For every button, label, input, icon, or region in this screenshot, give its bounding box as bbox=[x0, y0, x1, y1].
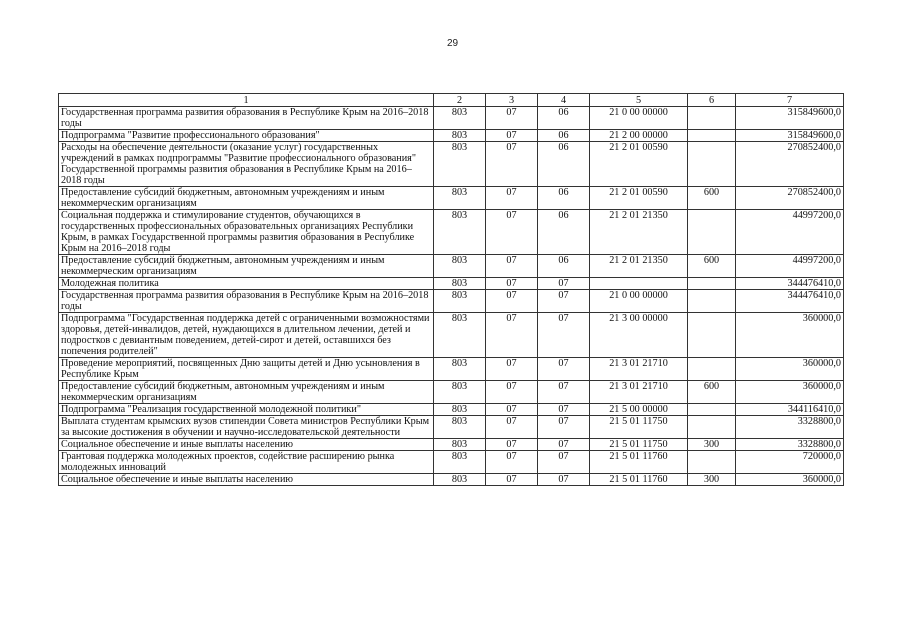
row-subsection-cell: 07 bbox=[538, 439, 590, 451]
row-amount-cell: 344116410,0 bbox=[736, 404, 844, 416]
row-section-cell: 07 bbox=[486, 130, 538, 142]
row-target-article-cell bbox=[590, 278, 688, 290]
column-header: 7 bbox=[736, 94, 844, 107]
row-amount-cell: 360000,0 bbox=[736, 358, 844, 381]
row-code-cell: 803 bbox=[434, 210, 486, 255]
row-code-cell: 803 bbox=[434, 474, 486, 486]
row-code-cell: 803 bbox=[434, 107, 486, 130]
table-row bbox=[59, 313, 844, 358]
table-row bbox=[59, 210, 844, 255]
row-target-article-cell: 21 2 01 21350 bbox=[590, 255, 688, 278]
row-code-cell: 803 bbox=[434, 416, 486, 439]
row-section-cell: 07 bbox=[486, 404, 538, 416]
table-row bbox=[59, 404, 844, 416]
row-subsection-cell: 06 bbox=[538, 107, 590, 130]
table-row bbox=[59, 439, 844, 451]
row-amount-cell: 360000,0 bbox=[736, 381, 844, 404]
row-subsection-cell: 06 bbox=[538, 130, 590, 142]
row-expense-type-cell: 600 bbox=[688, 255, 736, 278]
row-target-article-cell: 21 3 01 21710 bbox=[590, 358, 688, 381]
row-name-cell: Социальное обеспечение и иные выплаты населению bbox=[59, 439, 434, 451]
row-section-cell: 07 bbox=[486, 187, 538, 210]
row-section-cell: 07 bbox=[486, 474, 538, 486]
row-subsection-cell: 07 bbox=[538, 278, 590, 290]
row-expense-type-cell bbox=[688, 290, 736, 313]
row-subsection-cell: 07 bbox=[538, 290, 590, 313]
row-amount-cell: 344476410,0 bbox=[736, 278, 844, 290]
row-target-article-cell: 21 5 01 11750 bbox=[590, 416, 688, 439]
row-amount-cell: 315849600,0 bbox=[736, 130, 844, 142]
row-name-cell: Государственная программа развития образования в Республике Крым на 2016–2018 годы bbox=[59, 107, 434, 130]
table-row bbox=[59, 451, 844, 474]
row-expense-type-cell bbox=[688, 451, 736, 474]
row-name-cell: Государственная программа развития образования в Республике Крым на 2016–2018 годы bbox=[59, 290, 434, 313]
row-code-cell: 803 bbox=[434, 130, 486, 142]
row-code-cell: 803 bbox=[434, 439, 486, 451]
row-code-cell: 803 bbox=[434, 404, 486, 416]
table-row bbox=[59, 381, 844, 404]
table-body bbox=[59, 107, 844, 486]
row-target-article-cell: 21 5 00 00000 bbox=[590, 404, 688, 416]
row-expense-type-cell bbox=[688, 142, 736, 187]
row-target-article-cell: 21 2 00 00000 bbox=[590, 130, 688, 142]
row-code-cell: 803 bbox=[434, 358, 486, 381]
table-row bbox=[59, 474, 844, 486]
row-code-cell: 803 bbox=[434, 278, 486, 290]
row-name-cell: Подпрограмма "Развитие профессионального образования" bbox=[59, 130, 434, 142]
row-section-cell: 07 bbox=[486, 416, 538, 439]
table-row bbox=[59, 130, 844, 142]
row-name-cell: Предоставление субсидий бюджетным, автономным учреждениям и иным некоммерческим организациям bbox=[59, 255, 434, 278]
row-section-cell: 07 bbox=[486, 278, 538, 290]
row-amount-cell: 360000,0 bbox=[736, 313, 844, 358]
row-target-article-cell: 21 0 00 00000 bbox=[590, 290, 688, 313]
row-expense-type-cell bbox=[688, 278, 736, 290]
row-amount-cell: 44997200,0 bbox=[736, 255, 844, 278]
table-row bbox=[59, 255, 844, 278]
row-subsection-cell: 06 bbox=[538, 187, 590, 210]
row-subsection-cell: 07 bbox=[538, 313, 590, 358]
row-amount-cell: 315849600,0 bbox=[736, 107, 844, 130]
row-target-article-cell: 21 5 01 11760 bbox=[590, 451, 688, 474]
row-target-article-cell: 21 2 01 21350 bbox=[590, 210, 688, 255]
column-header: 6 bbox=[688, 94, 736, 107]
row-amount-cell: 270852400,0 bbox=[736, 187, 844, 210]
row-amount-cell: 3328800,0 bbox=[736, 439, 844, 451]
row-subsection-cell: 07 bbox=[538, 474, 590, 486]
row-name-cell: Подпрограмма "Реализация государственной молодежной политики" bbox=[59, 404, 434, 416]
row-subsection-cell: 06 bbox=[538, 210, 590, 255]
row-name-cell: Расходы на обеспечение деятельности (оказание услуг) государственных учреждений в рамках подпрограммы "Развитие профессионального образования" Государственной программы развития образования в Республике Крым на 2016–2018 годы bbox=[59, 142, 434, 187]
row-expense-type-cell bbox=[688, 130, 736, 142]
row-section-cell: 07 bbox=[486, 255, 538, 278]
row-section-cell: 07 bbox=[486, 290, 538, 313]
row-subsection-cell: 07 bbox=[538, 451, 590, 474]
table-row bbox=[59, 187, 844, 210]
column-header: 3 bbox=[486, 94, 538, 107]
row-name-cell: Молодежная политика bbox=[59, 278, 434, 290]
row-section-cell: 07 bbox=[486, 313, 538, 358]
row-name-cell: Предоставление субсидий бюджетным, автономным учреждениям и иным некоммерческим организациям bbox=[59, 381, 434, 404]
row-name-cell: Проведение мероприятий, посвященных Дню защиты детей и Дню усыновления в Республике Крым bbox=[59, 358, 434, 381]
row-section-cell: 07 bbox=[486, 451, 538, 474]
row-code-cell: 803 bbox=[434, 451, 486, 474]
table-header-row bbox=[59, 94, 844, 107]
row-name-cell: Выплата студентам крымских вузов стипендии Совета министров Республики Крым за высокие достижения в обучении и научно-исследовательской деятельности bbox=[59, 416, 434, 439]
row-subsection-cell: 07 bbox=[538, 358, 590, 381]
column-header: 4 bbox=[538, 94, 590, 107]
row-code-cell: 803 bbox=[434, 290, 486, 313]
row-amount-cell: 344476410,0 bbox=[736, 290, 844, 313]
column-header: 2 bbox=[434, 94, 486, 107]
row-subsection-cell: 06 bbox=[538, 142, 590, 187]
row-expense-type-cell bbox=[688, 107, 736, 130]
row-expense-type-cell bbox=[688, 404, 736, 416]
row-expense-type-cell: 600 bbox=[688, 187, 736, 210]
row-target-article-cell: 21 0 00 00000 bbox=[590, 107, 688, 130]
row-section-cell: 07 bbox=[486, 142, 538, 187]
table-row bbox=[59, 416, 844, 439]
row-section-cell: 07 bbox=[486, 358, 538, 381]
table-row bbox=[59, 107, 844, 130]
row-amount-cell: 3328800,0 bbox=[736, 416, 844, 439]
row-target-article-cell: 21 2 01 00590 bbox=[590, 187, 688, 210]
row-name-cell: Подпрограмма "Государственная поддержка детей с ограниченными возможностями здоровья, детей-инвалидов, детей, нуждающихся в длительном лечении, детей и подростков с девиантным поведением, детей-сирот и детей, оставшихся без попечения родителей" bbox=[59, 313, 434, 358]
row-amount-cell: 720000,0 bbox=[736, 451, 844, 474]
row-amount-cell: 360000,0 bbox=[736, 474, 844, 486]
row-target-article-cell: 21 5 01 11750 bbox=[590, 439, 688, 451]
row-subsection-cell: 07 bbox=[538, 404, 590, 416]
row-expense-type-cell bbox=[688, 416, 736, 439]
table-row bbox=[59, 278, 844, 290]
row-section-cell: 07 bbox=[486, 381, 538, 404]
row-expense-type-cell: 300 bbox=[688, 439, 736, 451]
row-expense-type-cell bbox=[688, 210, 736, 255]
row-name-cell: Предоставление субсидий бюджетным, автономным учреждениям и иным некоммерческим организациям bbox=[59, 187, 434, 210]
row-subsection-cell: 06 bbox=[538, 255, 590, 278]
row-target-article-cell: 21 3 00 00000 bbox=[590, 313, 688, 358]
row-expense-type-cell: 600 bbox=[688, 381, 736, 404]
row-section-cell: 07 bbox=[486, 439, 538, 451]
page-number: 29 bbox=[446, 38, 459, 49]
row-section-cell: 07 bbox=[486, 107, 538, 130]
row-expense-type-cell bbox=[688, 313, 736, 358]
row-subsection-cell: 07 bbox=[538, 416, 590, 439]
row-code-cell: 803 bbox=[434, 142, 486, 187]
row-expense-type-cell: 300 bbox=[688, 474, 736, 486]
row-section-cell: 07 bbox=[486, 210, 538, 255]
row-target-article-cell: 21 3 01 21710 bbox=[590, 381, 688, 404]
row-code-cell: 803 bbox=[434, 313, 486, 358]
table-row bbox=[59, 142, 844, 187]
budget-table bbox=[58, 93, 844, 486]
row-target-article-cell: 21 5 01 11760 bbox=[590, 474, 688, 486]
row-subsection-cell: 07 bbox=[538, 381, 590, 404]
row-name-cell: Социальная поддержка и стимулирование студентов, обучающихся в государственных профессиональных образовательных организациях Республики Крым, в рамках Государственной программы развития образования в Республике Крым на 2016–2018 годы bbox=[59, 210, 434, 255]
row-target-article-cell: 21 2 01 00590 bbox=[590, 142, 688, 187]
table-row bbox=[59, 290, 844, 313]
row-name-cell: Грантовая поддержка молодежных проектов, содействие расширению рынка молодежных инноваций bbox=[59, 451, 434, 474]
column-header: 5 bbox=[590, 94, 688, 107]
row-amount-cell: 270852400,0 bbox=[736, 142, 844, 187]
row-name-cell: Социальное обеспечение и иные выплаты населению bbox=[59, 474, 434, 486]
row-code-cell: 803 bbox=[434, 187, 486, 210]
row-code-cell: 803 bbox=[434, 381, 486, 404]
row-expense-type-cell bbox=[688, 358, 736, 381]
row-amount-cell: 44997200,0 bbox=[736, 210, 844, 255]
table-row bbox=[59, 358, 844, 381]
column-header: 1 bbox=[59, 94, 434, 107]
row-code-cell: 803 bbox=[434, 255, 486, 278]
